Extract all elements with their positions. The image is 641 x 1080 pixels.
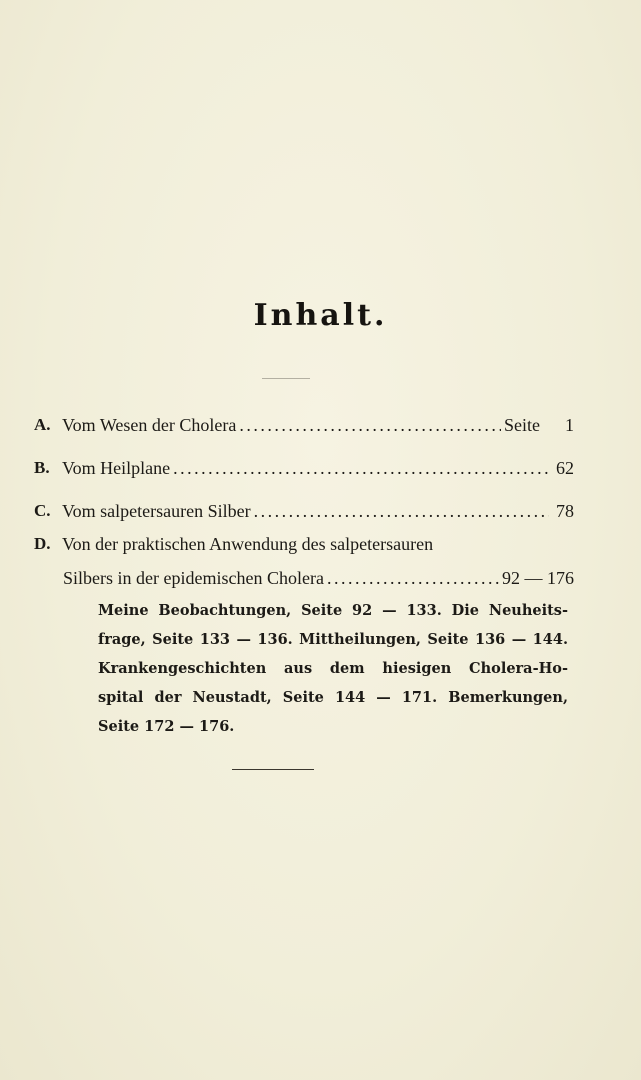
toc-entry-letter: D.: [34, 534, 51, 553]
toc-entry-letter: C.: [34, 501, 51, 520]
toc-entry-title: Vom salpetersauren Silber: [62, 501, 251, 521]
toc-entry-d-continuation: [63, 565, 574, 591]
toc-entry-b: [34, 455, 574, 481]
page-number: 78: [556, 501, 574, 521]
subnote-line: Meine Beobachtungen, Seite 92 — 133. Die Neuheits-: [98, 602, 568, 619]
dot-leader: [327, 565, 499, 591]
page-number: 62: [556, 458, 574, 478]
toc-entry-content: [62, 498, 574, 524]
page-number: 1: [565, 415, 574, 435]
toc-entry-title-continuation: Silbers in der epidemischen Cholera: [63, 568, 324, 588]
toc-entry-d: [34, 531, 574, 557]
page-heading: Inhalt.: [253, 298, 388, 333]
toc-entry-content: [62, 455, 574, 481]
toc-entry-title: Vom Heilplane: [62, 458, 171, 478]
dot-leader: [239, 412, 501, 438]
page-range: 92 — 176: [502, 568, 574, 588]
subnote-line: spital der Neustadt, Seite 144 — 171. Bemerkungen,: [98, 689, 568, 706]
toc-entry-title: Von der praktischen Anwendung des salpetersauren: [62, 534, 434, 554]
toc-entry-content: [62, 412, 574, 438]
toc-entry-title: Vom Wesen der Cholera: [62, 415, 237, 435]
subnote-line: Krankengeschichten aus dem hiesigen Cholera-Ho-: [98, 660, 568, 677]
closing-rule: [232, 769, 314, 770]
toc-entry-a: [34, 412, 574, 438]
toc-entry-c: [34, 498, 574, 524]
heading-rule: [262, 378, 310, 379]
toc-entry-content: [62, 531, 574, 557]
toc-subnote: [98, 596, 568, 741]
subnote-line: Seite 172 — 176.: [98, 718, 235, 735]
page-label: Seite: [504, 415, 540, 435]
dot-leader: [254, 498, 549, 524]
subnote-line: frage, Seite 133 — 136. Mittheilungen, Seite 136 — 144.: [98, 631, 568, 648]
toc-entry-letter: B.: [34, 458, 50, 477]
toc-entry-letter: A.: [34, 415, 51, 434]
dot-leader: [173, 455, 549, 481]
